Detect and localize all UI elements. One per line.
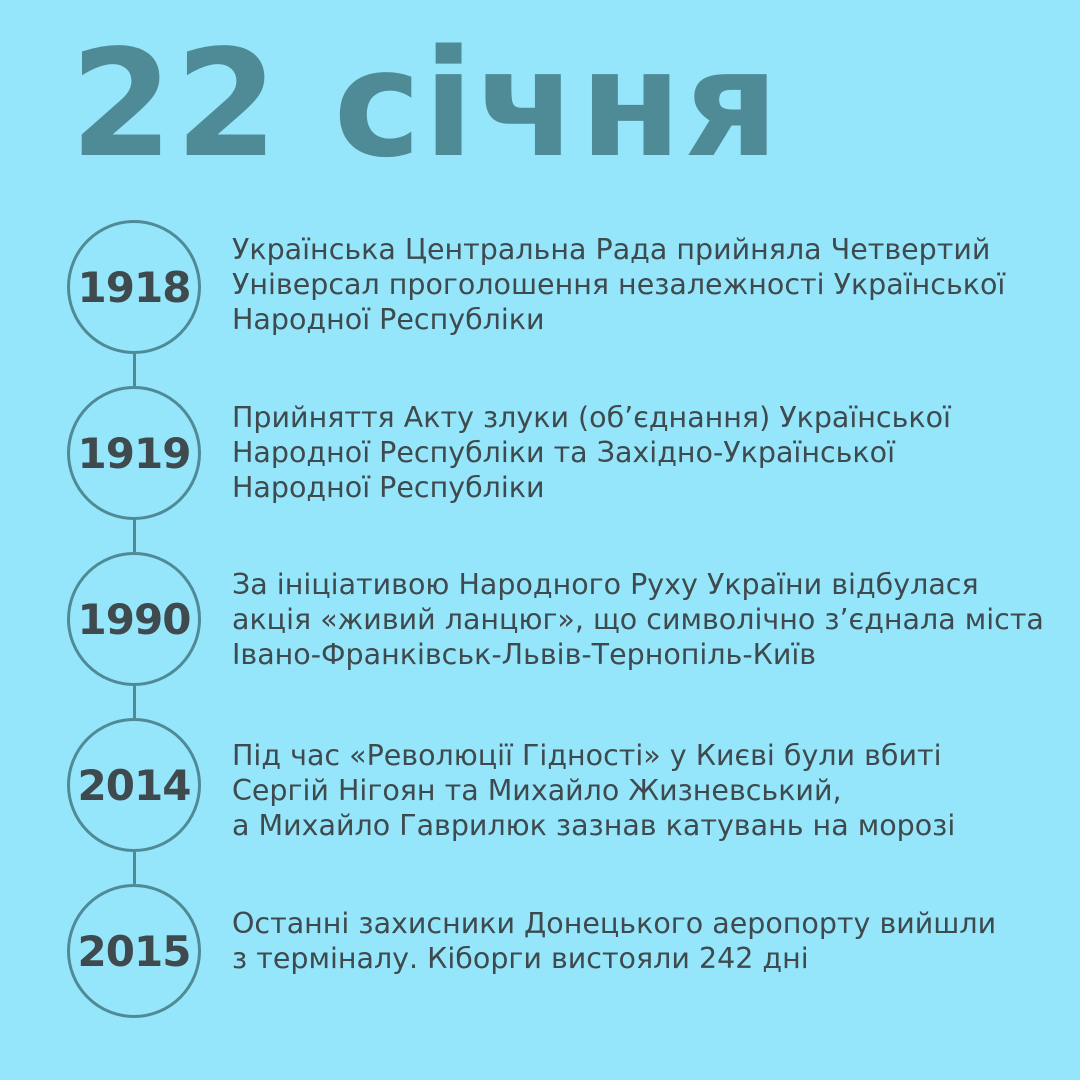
event-description	[232, 906, 1052, 976]
year-label: 1918	[77, 262, 191, 312]
timeline-item-1919	[0, 386, 1080, 520]
timeline-connector	[133, 518, 136, 552]
event-description	[232, 232, 1052, 337]
event-line: Прийняття Акту злуки (об’єднання) Української	[232, 401, 951, 434]
year-label: 2015	[77, 926, 191, 976]
year-circle	[67, 220, 201, 354]
event-line: Українська Центральна Рада прийняла Четвертий	[232, 233, 991, 266]
event-line: а Михайло Гаврилюк зазнав катувань на морозі	[232, 809, 956, 842]
event-line: Народної Республіки та Західно-Української	[232, 436, 896, 469]
timeline-connector	[133, 352, 136, 386]
event-line: Народної Республіки	[232, 471, 545, 504]
event-line: Під час «Революції Гідності» у Києві були вбиті	[232, 739, 942, 772]
event-line: За ініціативою Народного Руху України відбулася	[232, 568, 979, 601]
event-description	[232, 567, 1052, 672]
event-line: Івано-Франківськ-Львів-Тернопіль-Київ	[232, 638, 817, 671]
year-circle	[67, 718, 201, 852]
year-circle	[67, 552, 201, 686]
timeline-item-1918	[0, 220, 1080, 354]
timeline-item-1990	[0, 552, 1080, 686]
year-label: 2014	[77, 760, 191, 810]
event-description	[232, 400, 1052, 505]
year-label: 1990	[77, 594, 191, 644]
event-description	[232, 738, 1052, 843]
year-label: 1919	[77, 428, 191, 478]
year-circle	[67, 386, 201, 520]
page-title: 22 січня	[70, 18, 781, 190]
timeline-item-2015	[0, 884, 1080, 1018]
event-line: Сергій Нігоян та Михайло Жизневський,	[232, 774, 842, 807]
timeline-connector	[133, 684, 136, 718]
event-line: Народної Республіки	[232, 303, 545, 336]
event-line: акція «живий ланцюг», що символічно з’єднала міста	[232, 603, 1044, 636]
timeline-item-2014	[0, 718, 1080, 852]
year-circle	[67, 884, 201, 1018]
event-line: Останні захисники Донецького аеропорту вийшли	[232, 907, 997, 940]
event-line: з терміналу. Кіборги вистояли 242 дні	[232, 942, 809, 975]
event-line: Універсал проголошення незалежності Української	[232, 268, 1006, 301]
timeline-connector	[133, 850, 136, 884]
